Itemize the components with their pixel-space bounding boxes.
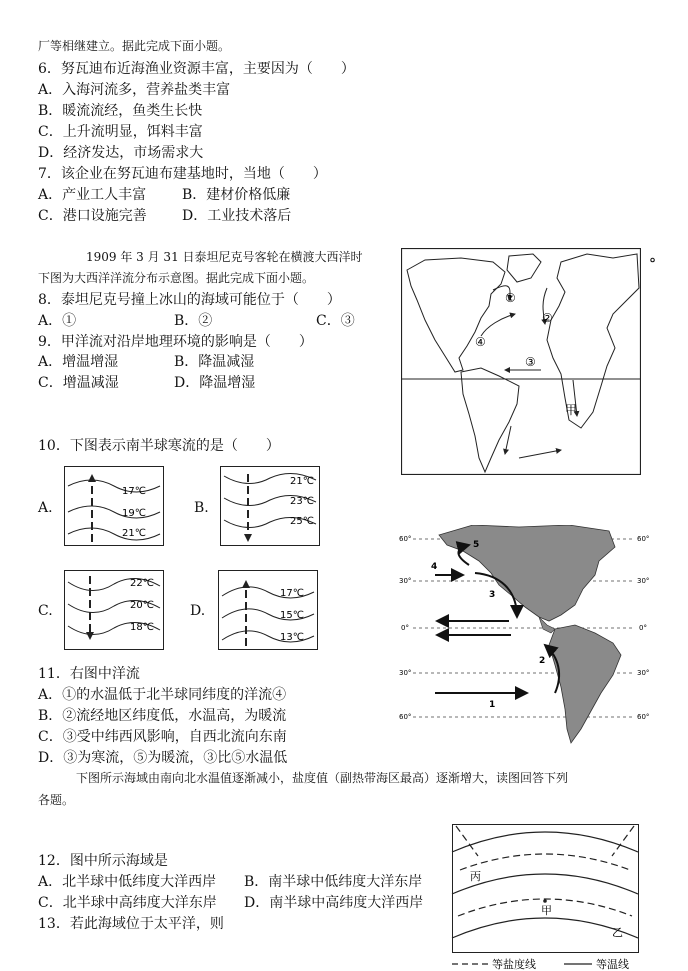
map2-lat-right-2: 30°	[637, 577, 650, 585]
q10-b-temp-2: 23℃	[290, 496, 314, 507]
atlantic-currents-map	[401, 248, 641, 475]
map2-lat-left-4: 30°	[399, 669, 412, 677]
q7-option-b: B．建材价格低廉	[182, 187, 291, 203]
americas-currents-map	[399, 525, 651, 749]
q10-option-d-letter: D.	[190, 603, 206, 619]
q10-a-temp-1: 17℃	[122, 486, 146, 497]
q8-option-c: C．③	[316, 313, 355, 329]
q9-option-b: B．降温减湿	[174, 354, 255, 370]
q11-stem: 11．右图中洋流	[38, 666, 140, 682]
q9-option-d: D．降温增湿	[174, 375, 256, 391]
q11-option-a: A．①的水温低于北半球同纬度的洋流④	[38, 687, 287, 703]
q12-option-c: C．北半球中高纬度大洋东岸	[38, 895, 217, 911]
map2-current-4: 4	[431, 562, 438, 572]
q8-stem: 8．泰坦尼克号撞上冰山的海域可能位于（ ）	[38, 292, 341, 308]
passage2-dot: 。	[650, 249, 664, 265]
map2-lat-left-3: 0°	[401, 624, 409, 632]
q8-option-a: A．①	[38, 313, 77, 329]
legend-temp-label: 等温线	[596, 958, 629, 971]
q10-c-temp-3: 18℃	[130, 622, 154, 633]
map2-lat-right-1: 60°	[637, 535, 650, 543]
q10-stem: 10．下图表示南半球寒流的是（ ）	[38, 438, 280, 454]
q12-option-b: B．南半球中低纬度大洋东岸	[244, 874, 423, 890]
q10-b-temp-1: 21℃	[290, 476, 314, 487]
q10-isotherm-diagram-b	[220, 466, 320, 546]
q10-c-temp-2: 20℃	[130, 600, 154, 611]
map2-current-1: 1	[489, 700, 496, 710]
map1-label-jia: 甲	[565, 403, 578, 417]
q10-a-temp-2: 19℃	[122, 508, 146, 519]
q12-option-a: A．北半球中低纬度大洋西岸	[38, 874, 217, 890]
q12-option-d: D．南半球中高纬度大洋西岸	[244, 895, 424, 911]
map2-lat-left-2: 30°	[399, 577, 412, 585]
q7-stem: 7．该企业在努瓦迪布建基地时，当地（ ）	[38, 166, 327, 182]
passage2-line2: 下图为大西洋洋流分布示意图。据此完成下面小题。	[38, 271, 315, 285]
isotherm-isohaline-diagram	[448, 824, 642, 971]
q10-b-temp-3: 25℃	[290, 516, 314, 527]
q7-option-a: A．产业工人丰富	[38, 187, 147, 203]
map1-label-4: ④	[475, 335, 486, 349]
passage3-line1: 下图所示海域由南向北水温值逐渐减小，盐度值（副热带海区最高）逐渐增大，读图回答下列	[76, 771, 569, 785]
legend-salinity-label: 等盐度线	[492, 958, 536, 971]
q10-option-a-letter: A.	[38, 500, 53, 516]
q6-stem: 6．努瓦迪布近海渔业资源丰富，主要因为（ ）	[38, 61, 355, 77]
map1-label-1: ①	[505, 291, 516, 305]
q6-option-b: B．暖流流经，鱼类生长快	[38, 103, 203, 119]
map2-lat-right-3: 0°	[639, 624, 647, 632]
q10-d-temp-2: 15℃	[280, 610, 304, 621]
label-yi: 乙	[612, 926, 623, 939]
q10-c-temp-1: 22℃	[130, 578, 154, 589]
q7-option-d: D．工业技术落后	[182, 208, 292, 224]
q10-option-c-letter: C.	[38, 603, 53, 619]
map1-label-3: ③	[525, 355, 536, 369]
q11-option-d: D．③为寒流，⑤为暖流，③比⑤水温低	[38, 750, 288, 766]
q11-option-c: C．③受中纬西风影响，自西北流向东南	[38, 729, 287, 745]
passage3-line2: 各题。	[38, 793, 75, 807]
map2-lat-right-5: 60°	[637, 713, 650, 721]
label-bing: 丙	[470, 870, 481, 883]
q9-stem: 9．甲洋流对沿岸地理环境的影响是（ ）	[38, 334, 313, 350]
map2-current-3: 3	[489, 590, 496, 600]
label-jia: 甲	[541, 904, 552, 917]
q9-option-c: C．增温减湿	[38, 375, 119, 391]
q6-option-c: C．上升流明显，饵料丰富	[38, 124, 203, 140]
q10-d-temp-1: 17℃	[280, 588, 304, 599]
q12-stem: 12．图中所示海域是	[38, 853, 168, 869]
map1-label-2: ②	[542, 311, 553, 325]
q10-option-b-letter: B.	[194, 500, 209, 516]
q13-stem: 13．若此海域位于太平洋，则	[38, 916, 224, 932]
q10-isotherm-diagram-a	[64, 466, 164, 546]
q8-option-b: B．②	[174, 313, 213, 329]
q10-d-temp-3: 13℃	[280, 632, 304, 643]
q11-option-b: B．②流经地区纬度低，水温高，为暖流	[38, 708, 287, 724]
q7-option-c: C．港口设施完善	[38, 208, 147, 224]
map2-lat-left-5: 60°	[399, 713, 412, 721]
q6-option-d: D．经济发达，市场需求大	[38, 145, 204, 161]
passage2-line1: 1909 年 3 月 31 日泰坦尼克号客轮在横渡大西洋时	[86, 250, 363, 264]
q6-option-a: A．入海河流多，营养盐类丰富	[38, 82, 231, 98]
map2-lat-left-1: 60°	[399, 535, 412, 543]
q10-isotherm-diagram-c	[64, 570, 164, 650]
q10-a-temp-3: 21℃	[122, 528, 146, 539]
map2-current-5: 5	[473, 540, 480, 550]
q10-isotherm-diagram-d	[218, 570, 318, 650]
map2-lat-right-4: 30°	[637, 669, 650, 677]
q9-option-a: A．增温增湿	[38, 354, 119, 370]
intro-line: 厂等相继建立。据此完成下面小题。	[38, 39, 231, 53]
map2-current-2: 2	[539, 656, 546, 666]
